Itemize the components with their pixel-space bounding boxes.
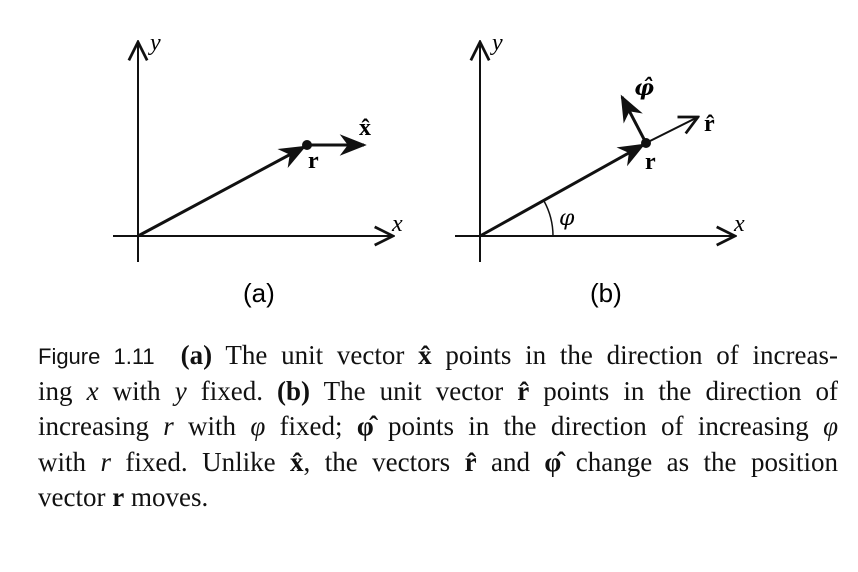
- caption-phihat: φ̂: [356, 411, 374, 441]
- caption-text: with: [38, 446, 101, 477]
- caption-text: with: [173, 411, 251, 441]
- panel-b-rhat-label: r̂: [704, 111, 715, 137]
- caption-text: vector: [38, 482, 113, 512]
- caption-text: points in the direction of increas-: [431, 340, 838, 370]
- caption-line-5: [38, 480, 838, 516]
- panel-a-caption: (a): [243, 278, 275, 308]
- caption-xhat: x̂: [290, 446, 304, 477]
- panel-b-x-label: x: [734, 211, 745, 237]
- caption-line-1: [38, 338, 838, 374]
- caption-xhat: x̂: [418, 340, 432, 370]
- panel-b: [455, 30, 745, 308]
- caption-line-4: [38, 445, 838, 481]
- panel-b-r-direction: [646, 117, 698, 143]
- panel-a-xhat-label: x̂: [359, 115, 371, 141]
- caption-text: fixed.: [186, 375, 278, 406]
- caption-rhat: r̂: [464, 446, 477, 477]
- panel-b-unit-vector-phi: [622, 97, 646, 143]
- caption-var-r: r: [100, 446, 111, 477]
- caption-line-3: [38, 409, 838, 445]
- caption-text: points in the direction of increasing: [373, 411, 824, 441]
- caption-line-2: [38, 374, 838, 410]
- caption-text: fixed;: [265, 411, 357, 441]
- caption-var-phi: φ: [823, 411, 839, 441]
- caption-rhat: r̂: [517, 375, 530, 406]
- caption-vec-r: r: [112, 482, 125, 512]
- caption-text: moves.: [124, 482, 209, 512]
- panel-a-x-label: x: [392, 211, 403, 237]
- figure-caption: [38, 338, 838, 516]
- panel-b-phihat-label: φ̂: [634, 75, 654, 101]
- caption-var-x: x: [86, 375, 99, 406]
- caption-text: and: [476, 446, 545, 477]
- panel-b-phi-angle-label: φ: [559, 206, 575, 231]
- caption-figure-label: Figure 1.11: [38, 344, 155, 369]
- panel-a-r-label: r: [308, 148, 319, 174]
- panel-a-position-vector: [138, 147, 304, 236]
- caption-text: fixed. Unlike: [110, 446, 291, 477]
- caption-a-marker: (a): [180, 340, 213, 370]
- caption-text: increasing: [38, 411, 164, 441]
- panel-a-y-label: y: [150, 30, 161, 56]
- panel-a: [113, 30, 403, 308]
- caption-text: The unit vector: [310, 375, 518, 406]
- caption-var-r: r: [163, 411, 174, 441]
- caption-text: The unit vector: [212, 340, 419, 370]
- panel-b-angle-arc: [544, 201, 553, 236]
- caption-b-marker: (b): [277, 375, 311, 406]
- caption-phihat: φ̂: [544, 446, 562, 477]
- caption-var-y: y: [174, 375, 187, 406]
- caption-text: change as the position: [561, 446, 838, 477]
- caption-text: with: [98, 375, 175, 406]
- caption-text: ing: [38, 375, 87, 406]
- caption-text: , the vectors: [303, 446, 465, 477]
- panel-b-point: [641, 138, 651, 148]
- panel-b-caption: (b): [590, 278, 622, 308]
- caption-text: points in the direction of: [529, 375, 838, 406]
- caption-var-phi: φ: [250, 411, 266, 441]
- panel-b-y-label: y: [492, 30, 503, 56]
- panel-b-r-label: r: [645, 149, 656, 175]
